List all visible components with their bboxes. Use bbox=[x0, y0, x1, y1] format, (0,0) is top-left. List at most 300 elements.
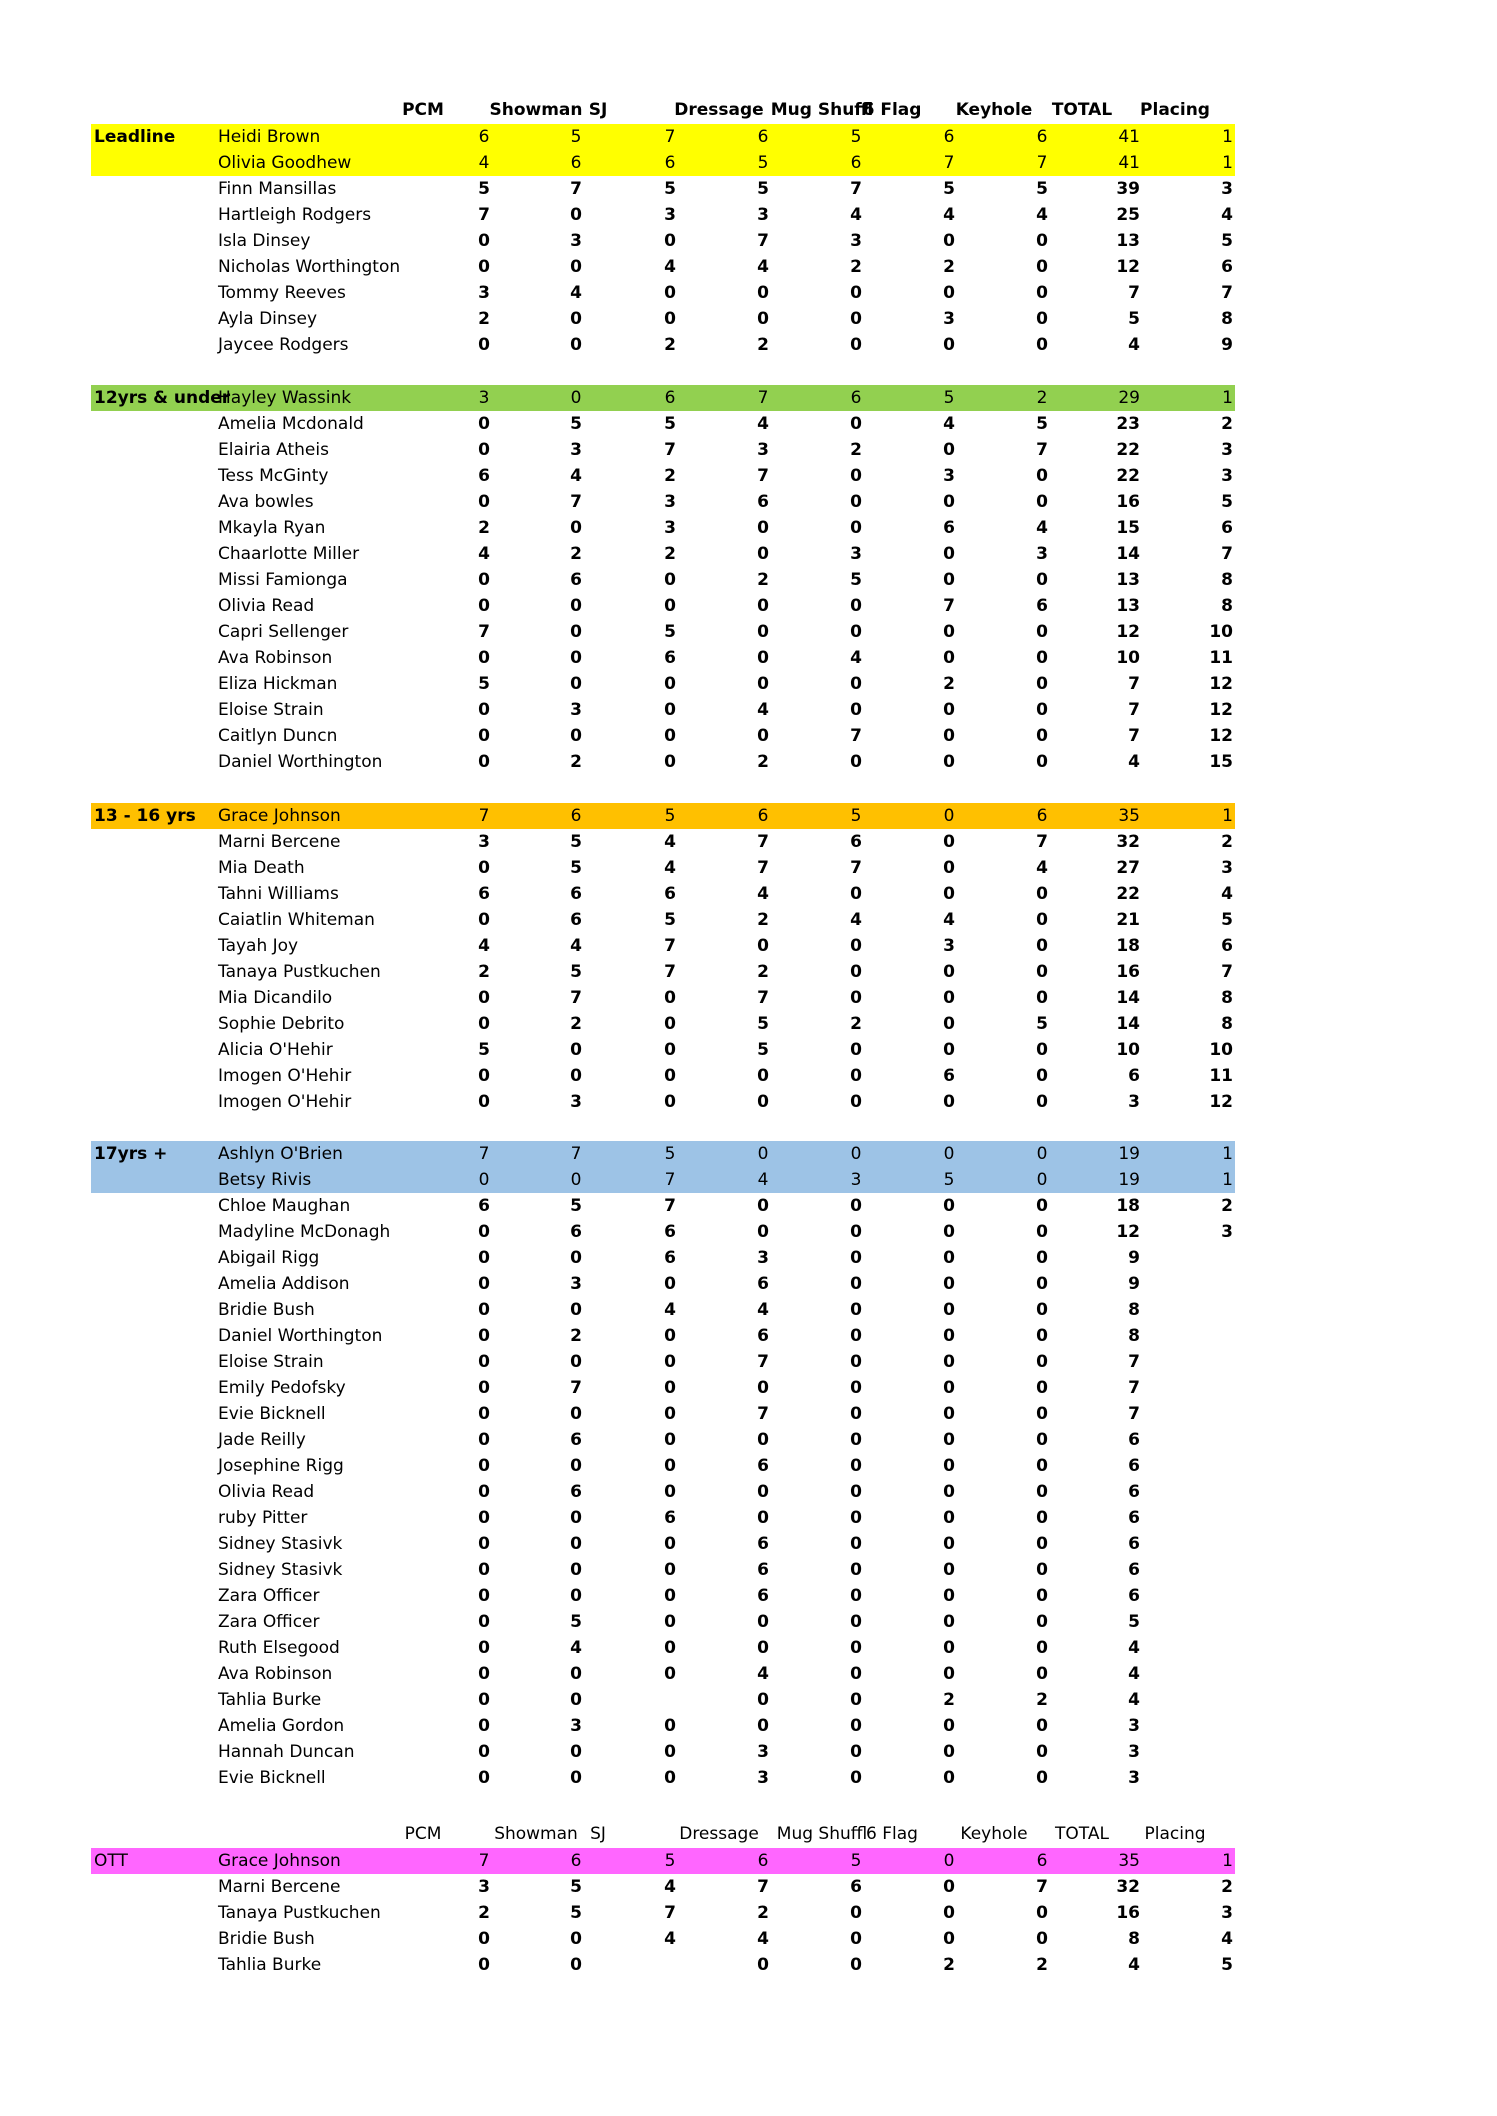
placing-value: 3 bbox=[1221, 1222, 1233, 1242]
score-showman: 3 bbox=[570, 1716, 582, 1736]
score-showman: 0 bbox=[570, 622, 582, 642]
score-keyhole: 6 bbox=[1036, 596, 1048, 616]
score-dressage: 6 bbox=[757, 1326, 769, 1346]
rider-name: Imogen O'Hehir bbox=[218, 1092, 352, 1112]
score-showman: 5 bbox=[570, 1903, 582, 1923]
score-mug-shuffle: 0 bbox=[850, 1768, 862, 1788]
score-pcm: 2 bbox=[478, 309, 490, 329]
score-showman: 0 bbox=[570, 674, 582, 694]
score-pcm: 3 bbox=[478, 283, 490, 303]
score-pcm: 0 bbox=[478, 1612, 490, 1632]
score-6-flag: 0 bbox=[943, 1560, 955, 1580]
rider-name: Mkayla Ryan bbox=[218, 518, 326, 538]
placing-value: 1 bbox=[1222, 153, 1233, 173]
score-sj: 2 bbox=[664, 335, 676, 355]
score-pcm: 0 bbox=[478, 988, 490, 1008]
score-pcm: 0 bbox=[478, 440, 490, 460]
score-showman: 7 bbox=[570, 1144, 582, 1164]
score-sj: 0 bbox=[664, 1742, 676, 1762]
score-sj: 4 bbox=[664, 1300, 676, 1320]
rider-name: Alicia O'Hehir bbox=[218, 1040, 333, 1060]
score-showman: 6 bbox=[570, 153, 582, 173]
total-value: 22 bbox=[1116, 440, 1140, 460]
score-keyhole: 0 bbox=[1036, 1092, 1048, 1112]
table-row bbox=[0, 150, 1497, 176]
total-value: 21 bbox=[1116, 910, 1140, 930]
score-keyhole: 0 bbox=[1036, 1638, 1048, 1658]
score-mug-shuffle: 4 bbox=[850, 648, 862, 668]
score-dressage: 7 bbox=[757, 1352, 769, 1372]
rider-name: Mia Death bbox=[218, 858, 305, 878]
score-showman: 0 bbox=[570, 1690, 582, 1710]
score-keyhole: 0 bbox=[1036, 335, 1048, 355]
total-value: 13 bbox=[1116, 570, 1140, 590]
score-6-flag: 0 bbox=[943, 570, 955, 590]
score-sj: 0 bbox=[664, 1014, 676, 1034]
table-row bbox=[0, 1453, 1497, 1479]
score-showman: 7 bbox=[570, 179, 582, 199]
rider-name: Tess McGinty bbox=[218, 466, 329, 486]
placing-value: 8 bbox=[1221, 596, 1233, 616]
score-sj: 0 bbox=[664, 988, 676, 1008]
rider-name: Josephine Rigg bbox=[218, 1456, 344, 1476]
score-pcm: 3 bbox=[478, 1877, 490, 1897]
score-showman: 6 bbox=[570, 1222, 582, 1242]
score-6-flag: 0 bbox=[943, 1196, 955, 1216]
score-mug-shuffle: 0 bbox=[850, 1508, 862, 1528]
score-mug-shuffle: 7 bbox=[850, 858, 862, 878]
table-row bbox=[0, 411, 1497, 437]
score-6-flag: 0 bbox=[943, 1638, 955, 1658]
score-mug-shuffle: 0 bbox=[850, 596, 862, 616]
score-6-flag: 0 bbox=[943, 806, 955, 826]
table-row bbox=[0, 1848, 1497, 1874]
score-dressage: 0 bbox=[757, 1430, 769, 1450]
rider-name: Eloise Strain bbox=[218, 700, 324, 720]
score-dressage: 7 bbox=[757, 388, 769, 408]
score-mug-shuffle: 0 bbox=[850, 1222, 862, 1242]
score-pcm: 0 bbox=[478, 1352, 490, 1372]
score-6-flag: 3 bbox=[943, 309, 955, 329]
score-6-flag: 4 bbox=[943, 205, 955, 225]
total-value: 8 bbox=[1128, 1929, 1140, 1949]
score-mug-shuffle: 0 bbox=[850, 1248, 862, 1268]
table-row bbox=[0, 1713, 1497, 1739]
table-row bbox=[0, 1609, 1497, 1635]
score-pcm: 7 bbox=[478, 806, 490, 826]
score-dressage: 0 bbox=[757, 1222, 769, 1242]
score-pcm: 7 bbox=[478, 205, 490, 225]
score-dressage: 7 bbox=[757, 832, 769, 852]
score-mug-shuffle: 0 bbox=[850, 518, 862, 538]
score-keyhole: 0 bbox=[1036, 1222, 1048, 1242]
score-mug-shuffle: 0 bbox=[850, 936, 862, 956]
placing-value: 5 bbox=[1221, 1955, 1233, 1975]
score-sj: 7 bbox=[664, 962, 676, 982]
placing-value: 4 bbox=[1221, 205, 1233, 225]
rider-name: Sidney Stasivk bbox=[218, 1534, 343, 1554]
score-showman: 4 bbox=[570, 283, 582, 303]
score-mug-shuffle: 7 bbox=[850, 179, 862, 199]
table-row bbox=[0, 1583, 1497, 1609]
rider-name: Tahlia Burke bbox=[218, 1955, 322, 1975]
score-showman: 6 bbox=[570, 1482, 582, 1502]
score-mug-shuffle: 0 bbox=[850, 1456, 862, 1476]
score-6-flag: 7 bbox=[943, 596, 955, 616]
table-row bbox=[0, 1089, 1497, 1115]
score-mug-shuffle: 0 bbox=[850, 1040, 862, 1060]
score-sj: 0 bbox=[664, 309, 676, 329]
score-keyhole: 0 bbox=[1036, 1534, 1048, 1554]
score-mug-shuffle: 0 bbox=[850, 1534, 862, 1554]
score-pcm: 0 bbox=[478, 1560, 490, 1580]
score-mug-shuffle: 0 bbox=[850, 988, 862, 1008]
score-6-flag: 0 bbox=[943, 544, 955, 564]
score-dressage: 3 bbox=[757, 205, 769, 225]
score-6-flag: 6 bbox=[943, 127, 955, 147]
placing-value: 8 bbox=[1221, 1014, 1233, 1034]
score-dressage: 3 bbox=[757, 1248, 769, 1268]
score-dressage: 6 bbox=[757, 806, 769, 826]
rider-name: Daniel Worthington bbox=[218, 1326, 383, 1346]
score-showman: 7 bbox=[570, 1378, 582, 1398]
score-showman: 5 bbox=[570, 858, 582, 878]
rider-name: Tahni Williams bbox=[218, 884, 339, 904]
score-dressage: 7 bbox=[757, 1877, 769, 1897]
table-row bbox=[0, 1739, 1497, 1765]
score-mug-shuffle: 0 bbox=[850, 1612, 862, 1632]
score-keyhole: 7 bbox=[1036, 153, 1048, 173]
table-row bbox=[0, 124, 1497, 150]
score-sj: 0 bbox=[664, 1560, 676, 1580]
table-row bbox=[0, 1271, 1497, 1297]
score-dressage: 4 bbox=[757, 700, 769, 720]
header-placing: Placing bbox=[1140, 100, 1210, 120]
score-mug-shuffle: 0 bbox=[850, 674, 862, 694]
placing-value: 11 bbox=[1209, 648, 1233, 668]
score-showman: 0 bbox=[570, 648, 582, 668]
score-dressage: 0 bbox=[757, 1638, 769, 1658]
score-keyhole: 0 bbox=[1036, 1144, 1048, 1164]
score-keyhole: 0 bbox=[1036, 466, 1048, 486]
score-6-flag: 0 bbox=[943, 1378, 955, 1398]
score-showman: 5 bbox=[570, 1196, 582, 1216]
rider-name: Amelia Addison bbox=[218, 1274, 350, 1294]
score-6-flag: 0 bbox=[943, 1014, 955, 1034]
score-dressage: 0 bbox=[757, 936, 769, 956]
rider-name: Capri Sellenger bbox=[218, 622, 349, 642]
total-value: 8 bbox=[1128, 1300, 1140, 1320]
rider-name: Abigail Rigg bbox=[218, 1248, 320, 1268]
table-row bbox=[0, 176, 1497, 202]
score-pcm: 2 bbox=[478, 518, 490, 538]
total-value: 41 bbox=[1118, 127, 1140, 147]
score-keyhole: 2 bbox=[1036, 1955, 1048, 1975]
score-showman: 0 bbox=[570, 726, 582, 746]
score-6-flag: 0 bbox=[943, 1903, 955, 1923]
score-showman: 0 bbox=[570, 1248, 582, 1268]
score-6-flag: 6 bbox=[943, 1066, 955, 1086]
score-pcm: 0 bbox=[478, 858, 490, 878]
score-mug-shuffle: 0 bbox=[850, 622, 862, 642]
placing-value: 7 bbox=[1221, 962, 1233, 982]
score-sj: 7 bbox=[664, 1196, 676, 1216]
score-6-flag: 0 bbox=[943, 440, 955, 460]
score-sj: 0 bbox=[664, 596, 676, 616]
score-pcm: 4 bbox=[478, 153, 490, 173]
score-pcm: 0 bbox=[478, 1274, 490, 1294]
rider-name: Ashlyn O'Brien bbox=[218, 1144, 343, 1164]
placing-value: 12 bbox=[1209, 1092, 1233, 1112]
score-dressage: 6 bbox=[757, 1456, 769, 1476]
score-mug-shuffle: 0 bbox=[850, 1716, 862, 1736]
score-showman: 5 bbox=[570, 414, 582, 434]
score-showman: 5 bbox=[570, 1877, 582, 1897]
table-row bbox=[0, 1401, 1497, 1427]
score-pcm: 0 bbox=[478, 335, 490, 355]
score-mug-shuffle: 0 bbox=[850, 466, 862, 486]
score-showman: 4 bbox=[570, 936, 582, 956]
score-6-flag: 0 bbox=[943, 1742, 955, 1762]
score-sj: 5 bbox=[664, 806, 676, 826]
score-6-flag: 0 bbox=[943, 1248, 955, 1268]
rider-name: Emily Pedofsky bbox=[218, 1378, 346, 1398]
score-6-flag: 0 bbox=[943, 832, 955, 852]
table-row bbox=[0, 959, 1497, 985]
score-showman: 7 bbox=[570, 988, 582, 1008]
table-row bbox=[0, 855, 1497, 881]
score-keyhole: 0 bbox=[1036, 648, 1048, 668]
score-dressage: 2 bbox=[757, 570, 769, 590]
table-row bbox=[0, 202, 1497, 228]
header-total: TOTAL bbox=[1055, 1824, 1109, 1844]
score-6-flag: 0 bbox=[943, 1352, 955, 1372]
score-showman: 0 bbox=[570, 309, 582, 329]
placing-value: 5 bbox=[1221, 910, 1233, 930]
total-value: 39 bbox=[1116, 179, 1140, 199]
score-6-flag: 2 bbox=[943, 257, 955, 277]
total-value: 3 bbox=[1128, 1742, 1140, 1762]
score-sj: 0 bbox=[664, 1612, 676, 1632]
score-mug-shuffle: 0 bbox=[850, 335, 862, 355]
score-keyhole: 0 bbox=[1036, 1742, 1048, 1762]
placing-value: 12 bbox=[1209, 726, 1233, 746]
rider-name: Chloe Maughan bbox=[218, 1196, 351, 1216]
score-sj: 0 bbox=[664, 1274, 676, 1294]
score-mug-shuffle: 0 bbox=[850, 1690, 862, 1710]
score-showman: 3 bbox=[570, 1092, 582, 1112]
rider-name: Elairia Atheis bbox=[218, 440, 329, 460]
score-showman: 3 bbox=[570, 1274, 582, 1294]
score-pcm: 0 bbox=[478, 1066, 490, 1086]
score-showman: 4 bbox=[570, 1638, 582, 1658]
rider-name: Missi Famionga bbox=[218, 570, 348, 590]
placing-value: 7 bbox=[1221, 283, 1233, 303]
table-row bbox=[0, 1900, 1497, 1926]
total-value: 25 bbox=[1116, 205, 1140, 225]
score-mug-shuffle: 0 bbox=[850, 309, 862, 329]
score-mug-shuffle: 3 bbox=[850, 544, 862, 564]
total-value: 12 bbox=[1116, 257, 1140, 277]
score-dressage: 0 bbox=[757, 1066, 769, 1086]
table-row bbox=[0, 881, 1497, 907]
score-keyhole: 0 bbox=[1036, 1903, 1048, 1923]
score-sj: 0 bbox=[664, 1456, 676, 1476]
score-showman: 6 bbox=[570, 1851, 582, 1871]
score-keyhole: 0 bbox=[1036, 1664, 1048, 1684]
score-keyhole: 0 bbox=[1036, 884, 1048, 904]
score-pcm: 7 bbox=[478, 1851, 490, 1871]
score-mug-shuffle: 0 bbox=[850, 1664, 862, 1684]
score-mug-shuffle: 0 bbox=[850, 1482, 862, 1502]
score-showman: 5 bbox=[570, 962, 582, 982]
placing-value: 11 bbox=[1209, 1066, 1233, 1086]
placing-value: 8 bbox=[1221, 309, 1233, 329]
score-pcm: 0 bbox=[478, 752, 490, 772]
score-mug-shuffle: 0 bbox=[850, 752, 862, 772]
score-dressage: 4 bbox=[757, 414, 769, 434]
table-row bbox=[0, 907, 1497, 933]
score-mug-shuffle: 0 bbox=[850, 700, 862, 720]
score-keyhole: 5 bbox=[1036, 179, 1048, 199]
total-value: 16 bbox=[1116, 492, 1140, 512]
score-sj: 0 bbox=[664, 1430, 676, 1450]
placing-value: 1 bbox=[1222, 1851, 1233, 1871]
score-showman: 3 bbox=[570, 440, 582, 460]
table-row bbox=[0, 489, 1497, 515]
placing-value: 3 bbox=[1221, 440, 1233, 460]
score-dressage: 7 bbox=[757, 858, 769, 878]
rider-name: Ava Robinson bbox=[218, 1664, 333, 1684]
placing-value: 1 bbox=[1222, 806, 1233, 826]
score-keyhole: 2 bbox=[1036, 1690, 1048, 1710]
total-value: 7 bbox=[1128, 283, 1140, 303]
score-showman: 0 bbox=[570, 257, 582, 277]
placing-value: 5 bbox=[1221, 492, 1233, 512]
score-dressage: 6 bbox=[757, 1586, 769, 1606]
placing-value: 2 bbox=[1221, 1877, 1233, 1897]
score-mug-shuffle: 0 bbox=[850, 1430, 862, 1450]
score-mug-shuffle: 3 bbox=[850, 1170, 862, 1190]
score-6-flag: 0 bbox=[943, 1222, 955, 1242]
rider-name: Bridie Bush bbox=[218, 1929, 315, 1949]
score-showman: 5 bbox=[570, 832, 582, 852]
table-row bbox=[0, 1219, 1497, 1245]
score-dressage: 0 bbox=[757, 1716, 769, 1736]
score-6-flag: 0 bbox=[943, 1716, 955, 1736]
table-row bbox=[0, 1167, 1497, 1193]
placing-value: 4 bbox=[1221, 1929, 1233, 1949]
rider-name: Betsy Rivis bbox=[218, 1170, 312, 1190]
table-row bbox=[0, 1297, 1497, 1323]
rider-name: Daniel Worthington bbox=[218, 752, 383, 772]
table-row bbox=[0, 803, 1497, 829]
score-pcm: 0 bbox=[478, 1716, 490, 1736]
score-dressage: 2 bbox=[757, 962, 769, 982]
score-sj: 2 bbox=[664, 466, 676, 486]
score-mug-shuffle: 4 bbox=[850, 205, 862, 225]
score-sj: 0 bbox=[664, 1664, 676, 1684]
score-keyhole: 0 bbox=[1036, 1560, 1048, 1580]
score-keyhole: 0 bbox=[1036, 1768, 1048, 1788]
rider-name: Tanaya Pustkuchen bbox=[218, 1903, 381, 1923]
score-dressage: 6 bbox=[757, 127, 769, 147]
placing-value: 3 bbox=[1221, 466, 1233, 486]
score-6-flag: 0 bbox=[943, 648, 955, 668]
score-sj: 4 bbox=[664, 257, 676, 277]
table-row bbox=[0, 541, 1497, 567]
score-pcm: 2 bbox=[478, 962, 490, 982]
table-row bbox=[0, 463, 1497, 489]
rider-name: Madyline McDonagh bbox=[218, 1222, 391, 1242]
total-value: 22 bbox=[1116, 884, 1140, 904]
placing-value: 3 bbox=[1221, 179, 1233, 199]
score-pcm: 5 bbox=[478, 1040, 490, 1060]
rider-name: Caiatlin Whiteman bbox=[218, 910, 375, 930]
score-6-flag: 0 bbox=[943, 1534, 955, 1554]
rider-name: Isla Dinsey bbox=[218, 231, 311, 251]
total-value: 19 bbox=[1118, 1170, 1140, 1190]
score-pcm: 5 bbox=[478, 179, 490, 199]
rider-name: Hannah Duncan bbox=[218, 1742, 355, 1762]
rider-name: Zara Officer bbox=[218, 1612, 320, 1632]
score-6-flag: 0 bbox=[943, 1929, 955, 1949]
score-sj: 0 bbox=[664, 283, 676, 303]
score-sj: 0 bbox=[664, 1352, 676, 1372]
score-sj: 7 bbox=[664, 440, 676, 460]
score-showman: 0 bbox=[570, 205, 582, 225]
score-6-flag: 7 bbox=[943, 153, 955, 173]
total-value: 19 bbox=[1118, 1144, 1140, 1164]
score-keyhole: 4 bbox=[1036, 205, 1048, 225]
score-keyhole: 0 bbox=[1036, 752, 1048, 772]
score-sj: 6 bbox=[664, 1248, 676, 1268]
score-6-flag: 0 bbox=[943, 1508, 955, 1528]
total-value: 18 bbox=[1116, 936, 1140, 956]
rider-name: Finn Mansillas bbox=[218, 179, 337, 199]
score-pcm: 3 bbox=[478, 832, 490, 852]
score-dressage: 0 bbox=[757, 1612, 769, 1632]
score-sj: 5 bbox=[664, 1851, 676, 1871]
score-6-flag: 0 bbox=[943, 1144, 955, 1164]
score-showman: 2 bbox=[570, 752, 582, 772]
rider-name: Ayla Dinsey bbox=[218, 309, 318, 329]
score-showman: 2 bbox=[570, 1014, 582, 1034]
score-showman: 6 bbox=[570, 570, 582, 590]
score-pcm: 6 bbox=[478, 884, 490, 904]
header-6-flag: 6 Flag bbox=[862, 100, 922, 120]
score-mug-shuffle: 5 bbox=[850, 1851, 862, 1871]
rider-name: Sophie Debrito bbox=[218, 1014, 345, 1034]
score-pcm: 0 bbox=[478, 1456, 490, 1476]
total-value: 8 bbox=[1128, 1326, 1140, 1346]
score-6-flag: 0 bbox=[943, 622, 955, 642]
score-6-flag: 0 bbox=[943, 700, 955, 720]
table-row bbox=[0, 1193, 1497, 1219]
rider-name: Tayah Joy bbox=[218, 936, 299, 956]
table-row bbox=[0, 1635, 1497, 1661]
header-total: TOTAL bbox=[1051, 100, 1113, 120]
score-showman: 0 bbox=[570, 1352, 582, 1372]
score-sj: 0 bbox=[664, 1482, 676, 1502]
score-dressage: 7 bbox=[757, 466, 769, 486]
rider-name: Tahlia Burke bbox=[218, 1690, 322, 1710]
score-6-flag: 3 bbox=[943, 466, 955, 486]
rider-name: Caitlyn Duncn bbox=[218, 726, 338, 746]
placing-value: 1 bbox=[1222, 388, 1233, 408]
score-sj: 0 bbox=[664, 1716, 676, 1736]
score-dressage: 0 bbox=[757, 544, 769, 564]
